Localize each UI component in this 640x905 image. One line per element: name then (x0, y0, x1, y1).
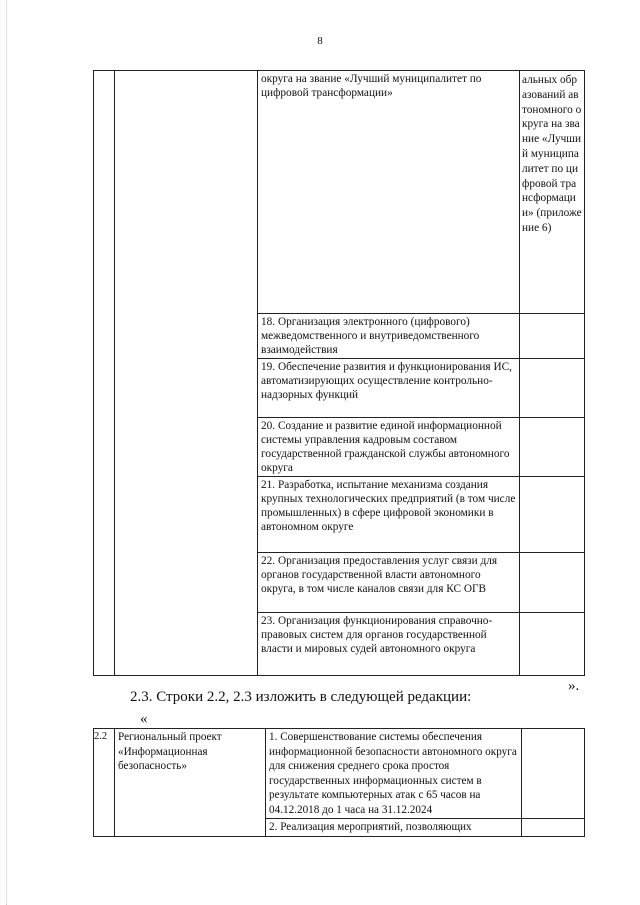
table-row (94, 729, 585, 819)
closing-quote: ». (568, 678, 580, 694)
measure-cell: 1. Совершенствование системы обеспечения информационной безопасности автономного округа для снижения среднего срока простоя государственных информационных систем в результате компьютерных атак с 65 часов на 04.12.2018 до 1 часа на 31.12.2024 (266, 729, 522, 819)
continuation-table (93, 70, 585, 676)
row-number: 2.2 (94, 729, 115, 837)
result-cell (520, 418, 585, 477)
table-row (94, 71, 585, 314)
scan-margin-speckle (6, 0, 8, 905)
amendment-paragraph: 2.3. Строки 2.2, 2.3 изложить в следующей редакции: (130, 689, 472, 705)
result-cell (522, 729, 585, 819)
result-cell (520, 314, 585, 359)
result-cell (520, 553, 585, 613)
result-cell (522, 819, 585, 837)
measure-cell: 18. Организация электронного (цифрового) межведомственного и внутриведомственного взаимодействия (258, 314, 520, 359)
number-cell (94, 71, 115, 676)
result-cell (520, 359, 585, 418)
measure-cell: 2. Реализация мероприятий, позволяющих (266, 819, 522, 837)
measure-cell: 23. Организация функционирования справочно-правовых систем для органов государственной власти и мировых судей автономного округа (258, 613, 520, 676)
measure-cell: 21. Разработка, испытание механизма создания крупных технологических предприятий (в том числе промышленных) в сфере цифровой экономики в автономном округе (258, 477, 520, 553)
result-cell (520, 613, 585, 676)
measure-cell: 22. Организация предоставления услуг связи для органов государственной власти автономного округа, в том числе каналов связи для КС ОГВ (258, 553, 520, 613)
amended-table (93, 728, 585, 837)
opening-quote: « (140, 711, 148, 727)
measure-cell: 19. Обеспечение развития и функционирования ИС, автоматизирующих осуществление контрольно-надзорных функций (258, 359, 520, 418)
result-cell: альных образований автономного округа на звание «Лучший муниципалитет по цифровой трансформации» (приложение 6) (520, 71, 585, 314)
measure-cell: 20. Создание и развитие единой информационной системы управления кадровым составом государственной гражданской службы автономного округа (258, 418, 520, 477)
page-number: 8 (317, 35, 323, 47)
project-cell (115, 71, 258, 676)
project-name: Региональный проект «Информационная безопасность» (115, 729, 266, 837)
measure-cell: округа на звание «Лучший муниципалитет по цифровой трансформации» (258, 71, 520, 314)
result-cell (520, 477, 585, 553)
